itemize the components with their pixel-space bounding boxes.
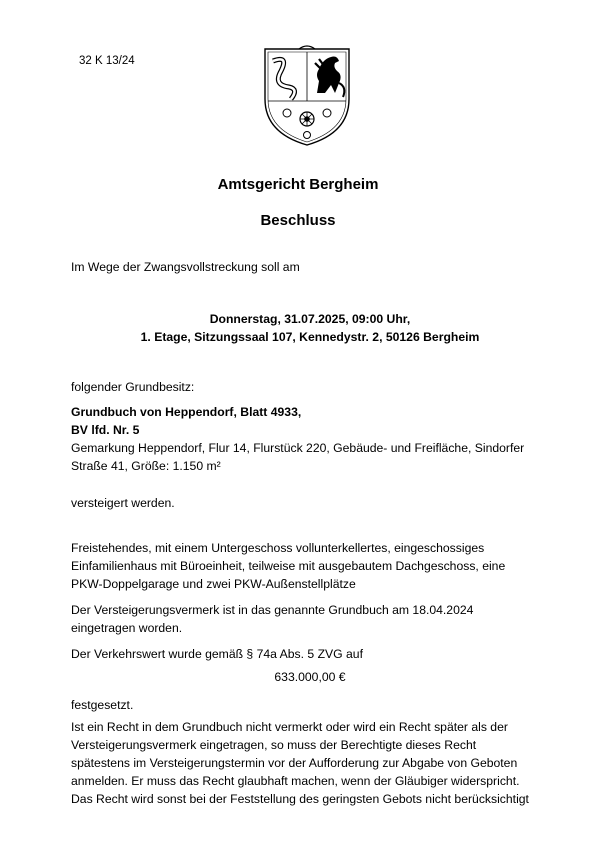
- intro-text: Im Wege der Zwangsvollstreckung soll am: [71, 260, 300, 274]
- auction-location: 1. Etage, Sitzungssaal 107, Kennedystr. 2, 50126 Bergheim: [140, 330, 480, 344]
- gemarkung-line-2: Straße 41, Größe: 1.150 m²: [71, 459, 221, 473]
- nrw-coat-of-arms-icon: [259, 41, 355, 147]
- gemarkung-line-1: Gemarkung Heppendorf, Flur 14, Flurstück 220, Gebäude- und Freifläche, Sindorfer: [71, 441, 525, 455]
- document-title: Beschluss: [260, 212, 336, 229]
- auction-date: Donnerstag, 31.07.2025, 09:00 Uhr,: [209, 312, 411, 326]
- property-intro: folgender Grundbesitz:: [71, 380, 195, 394]
- description-line-1: Freistehendes, mit einem Untergeschoss vollunterkellertes, eingeschossiges: [71, 541, 485, 555]
- festgesetzt-text: festgesetzt.: [71, 698, 134, 712]
- recht-line-1: Ist ein Recht in dem Grundbuch nicht vermerkt oder wird ein Recht später als der: [71, 720, 508, 734]
- recht-line-5: Das Recht wird sonst bei der Feststellung des geringsten Gebots nicht berücksichtigt: [71, 792, 529, 806]
- verkehrswert-amount: 633.000,00 €: [274, 670, 346, 684]
- vermerk-line-2: eingetragen worden.: [71, 621, 183, 635]
- grundbuch-line: Grundbuch von Heppendorf, Blatt 4933,: [71, 405, 302, 419]
- bv-line: BV lfd. Nr. 5: [71, 423, 140, 437]
- court-name: Amtsgericht Bergheim: [217, 176, 379, 193]
- description-line-2: Einfamilienhaus mit Büroeinheit, teilweise mit ausgebautem Dachgeschoss, eine: [71, 559, 506, 573]
- recht-line-4: anmelden. Er muss das Recht glaubhaft machen, wenn der Gläubiger widerspricht.: [71, 774, 520, 788]
- description-line-3: PKW-Doppelgarage und zwei PKW-Außenstellplätze: [71, 577, 356, 591]
- recht-line-3: spätestens im Versteigerungstermin vor der Aufforderung zur Abgabe von Geboten: [71, 756, 518, 770]
- recht-line-2: Versteigerungsvermerk eingetragen, so muss der Berechtigte dieses Recht: [71, 738, 477, 752]
- versteigert-text: versteigert werden.: [71, 496, 175, 510]
- case-number: 32 K 13/24: [79, 55, 135, 67]
- vermerk-line-1: Der Versteigerungsvermerk ist in das genannte Grundbuch am 18.04.2024: [71, 603, 474, 617]
- verkehrswert-text: Der Verkehrswert wurde gemäß § 74a Abs. 5 ZVG auf: [71, 647, 363, 661]
